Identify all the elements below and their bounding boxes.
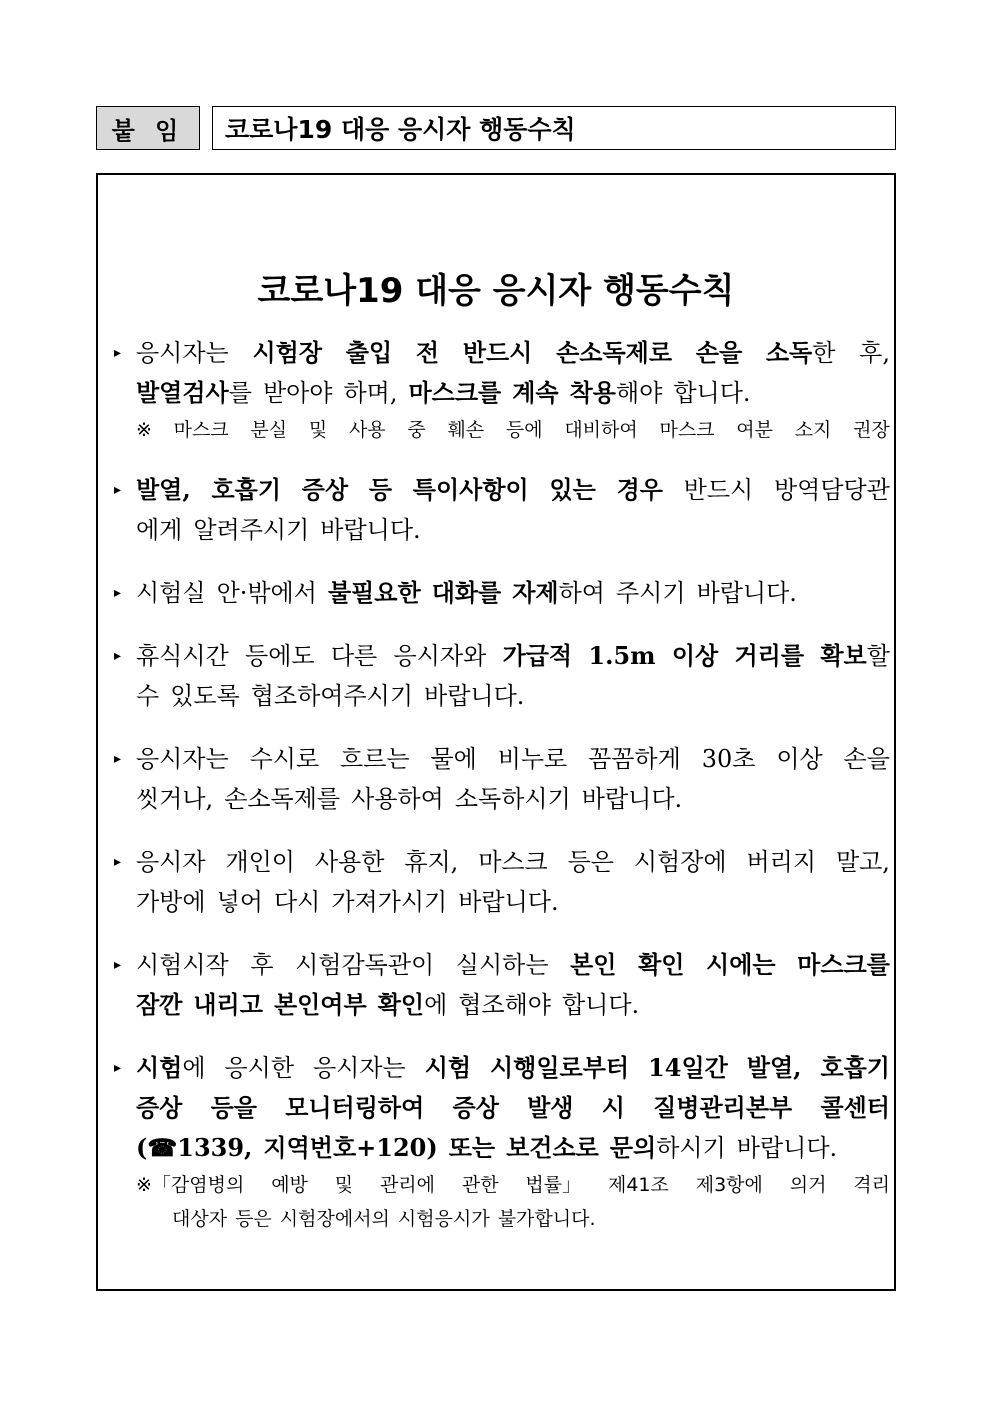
word: 손을: [843, 745, 890, 773]
word: 확보할: [820, 641, 890, 670]
guideline-line: [136, 1048, 890, 1088]
word: 자제하여: [512, 578, 605, 607]
word: 전: [415, 338, 440, 367]
word: 다시: [273, 888, 321, 916]
guideline-item: [114, 636, 890, 716]
bullet-icon: ▸: [114, 854, 122, 870]
word: 응시자: [136, 848, 206, 876]
word: 등은: [235, 1208, 272, 1230]
word: 특이사항이: [412, 475, 529, 504]
word: 본인여부: [273, 990, 367, 1019]
word: 가급적: [502, 641, 573, 670]
word: 후: [250, 951, 274, 979]
word: 등에도: [245, 642, 315, 670]
word: 소독하시기: [454, 785, 571, 813]
word: 방역담당관: [773, 476, 890, 504]
word: 등에: [505, 419, 543, 441]
word: 시험장에서의: [279, 1208, 390, 1230]
word: ※: [136, 419, 152, 441]
word: 시에는: [706, 950, 776, 979]
word: 가져가시기: [331, 888, 448, 916]
word: 발열검사를: [136, 378, 252, 407]
word: 내리고: [193, 990, 263, 1019]
guideline-line: [136, 739, 890, 779]
word: 여분: [736, 419, 773, 441]
guideline-note: [136, 413, 890, 447]
word: 분실: [250, 419, 288, 441]
guideline-item: [114, 333, 890, 447]
word: 말고,: [835, 848, 890, 876]
guideline-line: [136, 333, 890, 373]
word: 소독한: [765, 338, 836, 367]
word: 불가합니다.: [497, 1208, 596, 1230]
guideline-item: [114, 470, 890, 550]
word: 이상: [776, 745, 823, 773]
guideline-line: [136, 373, 890, 413]
word: 사용: [348, 419, 386, 441]
guideline-line: [136, 945, 890, 985]
word: 있는: [549, 475, 596, 504]
word: 후,: [859, 339, 890, 367]
word: 시: [601, 1093, 625, 1122]
box-title: 코로나19 대응 응시자 행동수칙: [257, 271, 735, 311]
word: 대비하여: [564, 419, 638, 441]
word: 씻거나,: [136, 785, 214, 813]
word: 지역번호+120): [263, 1133, 438, 1162]
word: 시험시작: [136, 951, 229, 979]
word: 합니다.: [673, 379, 751, 407]
word: 하며,: [343, 379, 398, 407]
word: 손소독제로: [556, 338, 673, 367]
word: 발열,: [746, 1053, 802, 1082]
word: 및: [334, 1174, 354, 1196]
word: 호흡기: [820, 1053, 890, 1082]
word: 소지: [794, 419, 832, 441]
word: 30초: [701, 745, 756, 773]
word: 발생: [527, 1093, 574, 1122]
word: 알려주시기: [193, 516, 310, 544]
word: 콜센터: [820, 1093, 890, 1122]
word: 마스크를: [797, 950, 890, 979]
word: 휴식시간: [136, 642, 229, 670]
word: 손소독제를: [224, 785, 341, 813]
word: 본인: [570, 950, 617, 979]
word: 격리: [853, 1174, 890, 1196]
word: 바랍니다.: [696, 579, 797, 607]
word: 훼손: [447, 419, 485, 441]
word: 버리지: [746, 848, 817, 876]
word: 의거: [789, 1174, 827, 1196]
guideline-line: [136, 1128, 890, 1168]
guideline-note: [136, 1202, 890, 1236]
word: 시험장: [252, 338, 323, 367]
guideline-line: [136, 842, 890, 882]
word: 있도록: [170, 682, 240, 710]
word: 손을: [695, 338, 743, 367]
word: 반드시: [462, 338, 533, 367]
word: 시험실: [136, 579, 206, 607]
bullet-icon: ▸: [114, 648, 122, 664]
guideline-item: [114, 739, 890, 819]
word: 중: [407, 419, 426, 441]
word: 등을: [210, 1093, 257, 1122]
guideline-note: [136, 1168, 890, 1202]
word: 응시자와: [393, 642, 487, 670]
guideline-list: [114, 333, 890, 1259]
word: 합니다.: [562, 991, 640, 1019]
word: 질병관리본부: [653, 1093, 793, 1122]
word: 흐르는: [340, 745, 410, 773]
word: 넣어: [216, 888, 263, 916]
guideline-line: [136, 676, 890, 716]
guideline-line: [136, 470, 890, 510]
guideline-line: [136, 573, 890, 613]
word: 실시하는: [455, 951, 549, 979]
word: 호흡기: [211, 475, 282, 504]
word: 문의하시기: [609, 1133, 726, 1162]
word: 관한: [461, 1174, 499, 1196]
word: 및: [308, 419, 328, 441]
word: 주시기: [616, 579, 686, 607]
guideline-line: [136, 636, 890, 676]
word: 이상: [671, 641, 719, 670]
guideline-box: [96, 173, 896, 1291]
word: 마스크를: [408, 378, 502, 407]
word: 1.5m: [588, 641, 656, 670]
word: 응시한: [224, 1054, 295, 1082]
attachment-title: 코로나19 대응 응시자 행동수칙: [212, 106, 896, 150]
attachment-tag: 붙 임: [96, 106, 200, 150]
word: 사용하여: [351, 785, 444, 813]
word: 반드시: [683, 476, 754, 504]
word: 물에: [430, 745, 477, 773]
word: 응시자는: [136, 745, 229, 773]
word: 또는: [448, 1133, 496, 1162]
word: 예방: [271, 1174, 308, 1196]
word: 등은: [567, 848, 614, 876]
word: 바랍니다.: [736, 1134, 838, 1162]
bullet-icon: ▸: [114, 751, 122, 767]
guideline-line: [136, 779, 890, 819]
word: 모니터링하여: [285, 1093, 425, 1122]
word: 대화를: [431, 578, 502, 607]
word: 제41조: [607, 1174, 669, 1196]
word: 법률」: [525, 1174, 582, 1196]
word: 증상: [452, 1093, 499, 1122]
word: 권장: [853, 419, 890, 441]
word: 가방에: [136, 888, 206, 916]
word: ※「감염병의: [136, 1174, 245, 1196]
word: (☎1339,: [136, 1133, 253, 1162]
bullet-icon: ▸: [114, 585, 122, 601]
word: 꼼꼼하게: [588, 745, 681, 773]
word: 증상: [301, 475, 349, 504]
word: 보건소로: [506, 1133, 599, 1162]
guideline-item: [114, 945, 890, 1025]
guideline-line: [136, 510, 890, 550]
word: 증상: [136, 1093, 183, 1122]
guideline-line: [136, 985, 890, 1025]
word: 안·밖에서: [216, 579, 317, 607]
word: 마스크: [173, 419, 229, 441]
bullet-icon: ▸: [114, 957, 122, 973]
word: 거리를: [734, 641, 805, 670]
word: 불필요한: [327, 578, 421, 607]
word: 계속: [512, 378, 559, 407]
word: 출입: [345, 338, 393, 367]
word: 바랍니다.: [320, 516, 421, 544]
word: 시험에: [136, 1053, 206, 1082]
word: 14일간: [648, 1053, 728, 1082]
word: 수시로: [249, 745, 320, 773]
word: 시험응시가: [397, 1208, 490, 1230]
word: 관리에: [379, 1174, 436, 1196]
word: 협조하여주시기: [250, 682, 414, 710]
word: 대상자: [172, 1208, 228, 1230]
word: 받아야: [262, 379, 333, 407]
word: 마스크: [478, 848, 548, 876]
word: 마스크: [659, 419, 715, 441]
word: 에게: [136, 516, 183, 544]
guideline-item: [114, 842, 890, 922]
word: 확인에: [377, 990, 448, 1019]
word: 협조해야: [458, 991, 551, 1019]
guideline-line: [136, 1088, 890, 1128]
word: 휴지,: [404, 848, 459, 876]
word: 바랍니다.: [458, 888, 559, 916]
word: 수: [136, 682, 160, 710]
word: 등: [368, 475, 393, 504]
bullet-icon: ▸: [114, 1060, 122, 1076]
word: 착용해야: [569, 378, 663, 407]
word: 경우: [616, 475, 663, 504]
word: 제3항에: [695, 1174, 763, 1196]
word: 시험: [424, 1053, 472, 1082]
word: 응시자는: [313, 1054, 406, 1082]
word: 시험장에: [633, 848, 727, 876]
word: 응시자는: [136, 339, 229, 367]
guideline-line: [136, 882, 890, 922]
word: 비누로: [497, 745, 568, 773]
bullet-icon: ▸: [114, 345, 122, 361]
word: 시험감독관이: [295, 951, 435, 979]
word: 개인이: [225, 848, 295, 876]
word: 바랍니다.: [581, 785, 683, 813]
word: 사용한: [314, 848, 385, 876]
word: 발열,: [136, 475, 191, 504]
bullet-icon: ▸: [114, 482, 122, 498]
guideline-item: [114, 573, 890, 613]
word: 잠깐: [136, 990, 183, 1019]
guideline-item: [114, 1048, 890, 1236]
word: 시행일로부터: [490, 1053, 630, 1082]
word: 바랍니다.: [424, 682, 525, 710]
word: 확인: [638, 950, 685, 979]
word: 다른: [330, 642, 378, 670]
